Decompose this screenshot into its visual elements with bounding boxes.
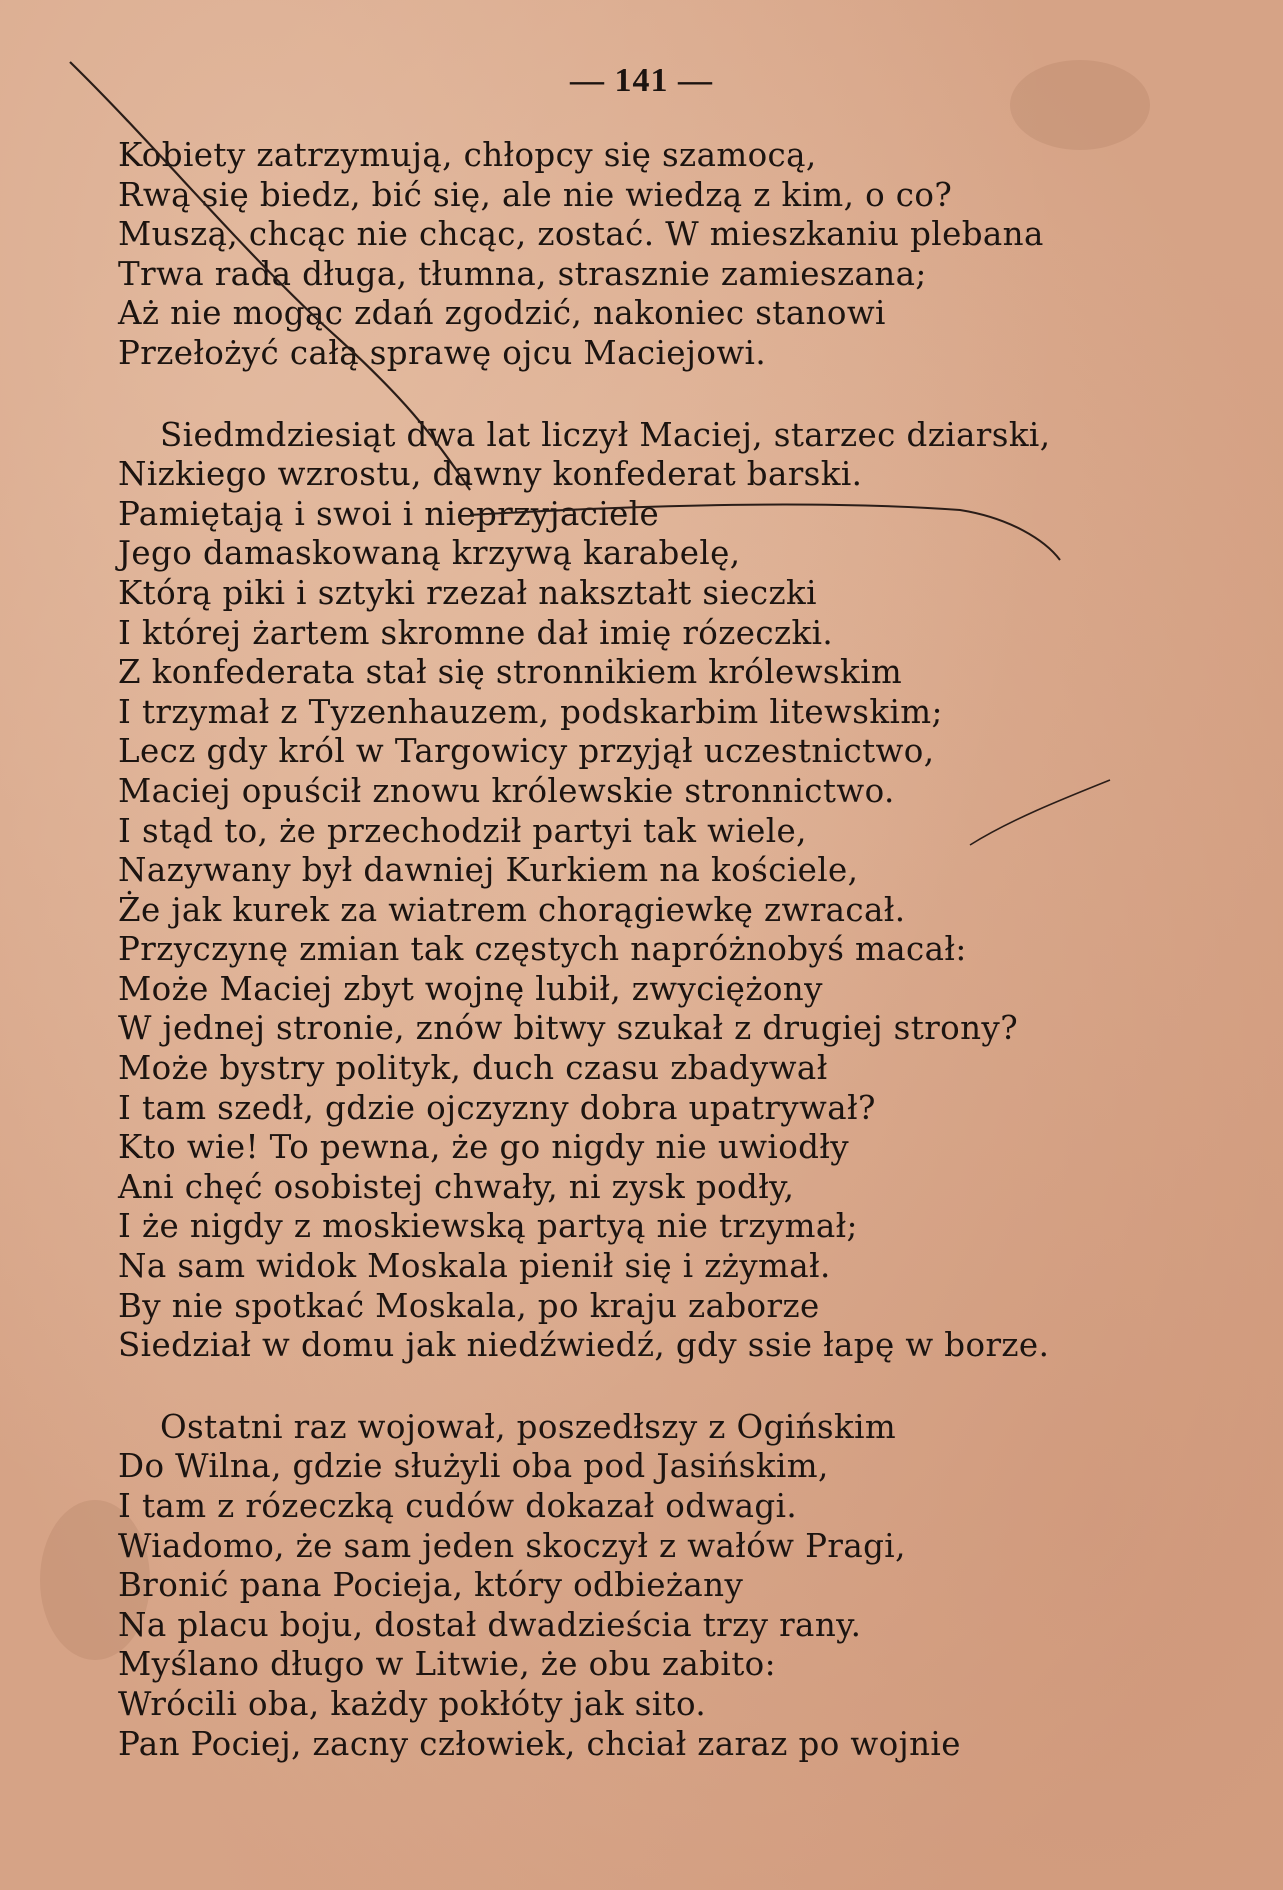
verse-line: Którą piki i sztyki rzezał nakształt sieczki bbox=[118, 573, 817, 612]
verse-line: Może Maciej zbyt wojnę lubił, zwyciężony bbox=[118, 969, 823, 1008]
verse-line: Maciej opuścił znowu królewskie stronnictwo. bbox=[118, 771, 895, 810]
stanza-gap bbox=[118, 374, 1178, 416]
verse-line: Do Wilna, gdzie służyli oba pod Jasińskim, bbox=[118, 1447, 829, 1486]
verse-line: Jego damaskowaną krzywą karabelę, bbox=[118, 534, 741, 573]
stanza-1 bbox=[118, 136, 1178, 374]
poem-text bbox=[118, 136, 1178, 1764]
verse-line: Rwą się biedz, bić się, ale nie wiedzą z kim, o co? bbox=[118, 175, 953, 214]
verse-line: Kobiety zatrzymują, chłopcy się szamocą, bbox=[118, 136, 817, 174]
verse-line: Nizkiego wzrostu, dawny konfederat barski. bbox=[118, 455, 863, 494]
verse-line: Lecz gdy król w Targowicy przyjął uczestnictwo, bbox=[118, 732, 935, 771]
verse-line: I której żartem skromne dał imię rózeczki. bbox=[118, 613, 834, 652]
verse-line: Aż nie mogąc zdań zgodzić, nakoniec stanowi bbox=[118, 294, 886, 333]
verse-line: By nie spotkać Moskala, po kraju zaborze bbox=[118, 1286, 820, 1325]
verse-line: Przełożyć całą sprawę ojcu Maciejowi. bbox=[118, 333, 767, 372]
verse-line: Bronić pana Pocieja, który odbieżany bbox=[118, 1566, 744, 1605]
verse-line: Ostatni raz wojował, poszedłszy z Ogińskim bbox=[160, 1407, 897, 1446]
verse-line: Nazywany był dawniej Kurkiem na kościele, bbox=[118, 851, 859, 890]
stanza-2 bbox=[118, 416, 1178, 1366]
verse-line: Przyczynę zmian tak częstych napróżnobyś macał: bbox=[118, 930, 967, 969]
verse-line: I tam z rózeczką cudów dokazał odwagi. bbox=[118, 1487, 798, 1525]
verse-line: Pan Pociej, zacny człowiek, chciał zaraz po wojnie bbox=[118, 1724, 961, 1763]
verse-line: Myślano długo w Litwie, że obu zabito: bbox=[118, 1645, 776, 1684]
page-number: — 141 — bbox=[570, 62, 713, 99]
verse-line: Że jak kurek za wiatrem chorągiewkę zwracał. bbox=[118, 890, 906, 929]
verse-line: Trwa rada długa, tłumna, strasznie zamieszana; bbox=[118, 254, 927, 293]
verse-line: I stąd to, że przechodził partyi tak wiele, bbox=[118, 811, 807, 850]
verse-line: Pamiętają i swoi i nieprzyjaciele bbox=[118, 494, 660, 533]
verse-line: Z konfederata stał się stronnikiem królewskim bbox=[118, 653, 903, 692]
verse-line: I trzymał z Tyzenhauzem, podskarbim litewskim; bbox=[118, 692, 943, 731]
verse-line: Może bystry polityk, duch czasu zbadywał bbox=[118, 1049, 828, 1088]
verse-line: I że nigdy z moskiewską partyą nie trzymał; bbox=[118, 1207, 858, 1246]
verse-line: I tam szedł, gdzie ojczyzny dobra upatrywał? bbox=[118, 1088, 876, 1127]
verse-line: Wiadomo, że sam jeden skoczył z wałów Pragi, bbox=[118, 1526, 906, 1565]
verse-line: Siedmdziesiąt dwa lat liczył Maciej, starzec dziarski, bbox=[160, 415, 1051, 454]
verse-line: Muszą, chcąc nie chcąc, zostać. W mieszkaniu plebana bbox=[118, 215, 1044, 254]
stanza-3 bbox=[118, 1408, 1178, 1764]
verse-line: Ani chęć osobistej chwały, ni zysk podły, bbox=[118, 1167, 795, 1206]
stanza-gap bbox=[118, 1366, 1178, 1408]
verse-line: Siedział w domu jak niedźwiedź, gdy ssie łapę w borze. bbox=[118, 1326, 1050, 1365]
verse-line: Na sam widok Moskala pienił się i zżymał. bbox=[118, 1247, 831, 1286]
verse-line: Na placu boju, dostał dwadzieścia trzy rany. bbox=[118, 1605, 862, 1644]
verse-line: Wrócili oba, każdy pokłóty jak sito. bbox=[118, 1684, 707, 1723]
verse-line: Kto wie! To pewna, że go nigdy nie uwiodły bbox=[118, 1128, 850, 1167]
verse-line: W jednej stronie, znów bitwy szukał z drugiej strony? bbox=[118, 1009, 1019, 1048]
